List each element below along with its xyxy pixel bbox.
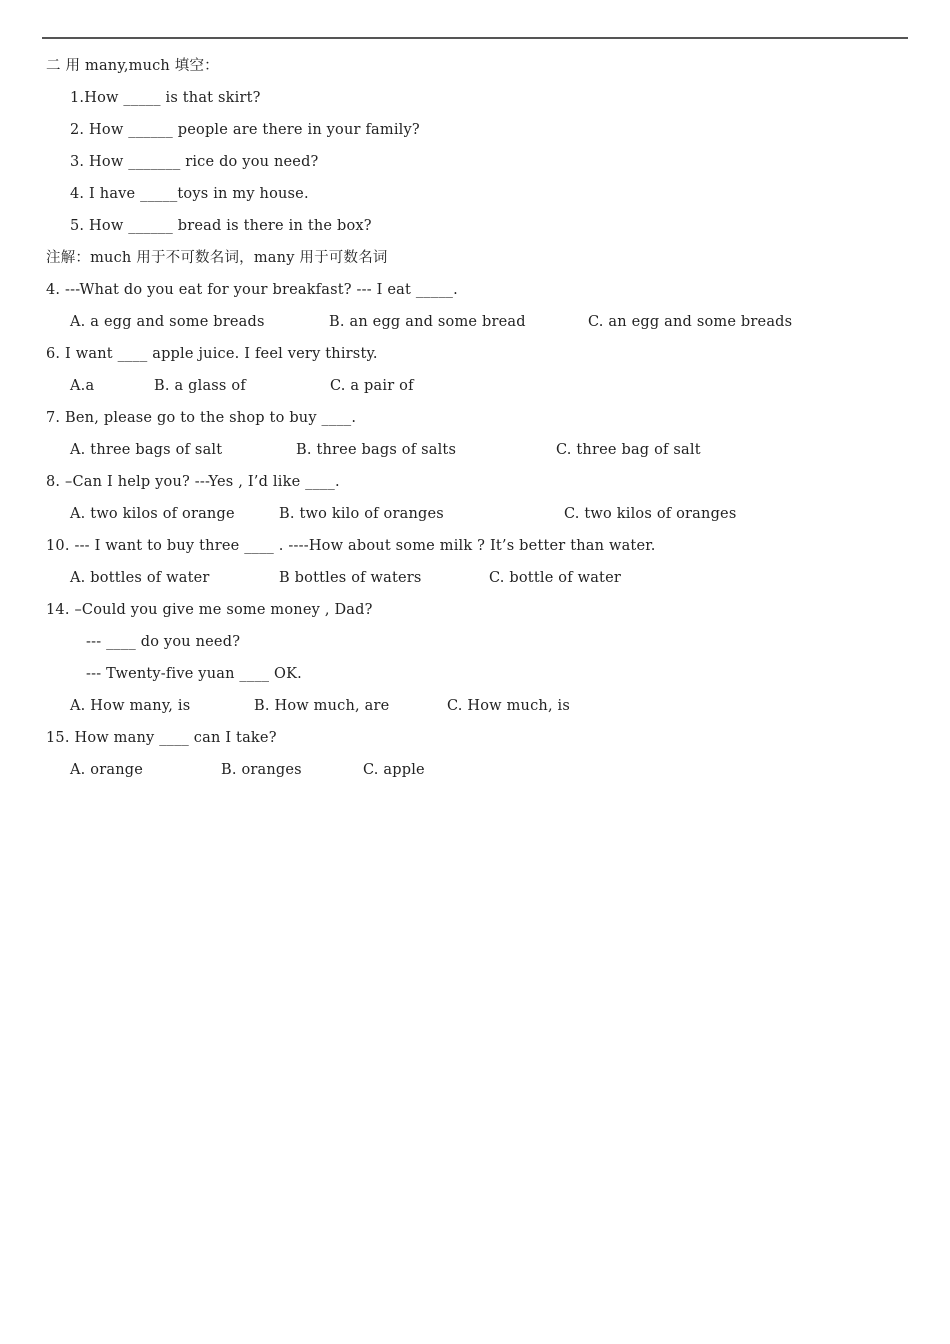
dialog-line: --- Twenty-five yuan ____ OK. xyxy=(86,666,302,682)
options-row xyxy=(46,759,906,791)
question-stem: 8. –Can I help you? ---Yes , I’d like ____. xyxy=(46,474,340,490)
option-c: C. two kilos of oranges xyxy=(564,506,737,522)
option-b: B. an egg and some bread xyxy=(329,314,526,330)
options-row xyxy=(46,439,906,471)
fill-blank-item: 5. How ______ bread is there in the box? xyxy=(70,218,372,234)
option-c: C. three bag of salt xyxy=(556,442,701,458)
question-stem: 4. ---What do you eat for your breakfast? --- I eat _____. xyxy=(46,282,458,298)
option-a: A.a xyxy=(70,378,95,394)
fill-blank-item: 4. I have _____toys in my house. xyxy=(70,186,309,202)
option-b: B. a glass of xyxy=(154,378,246,394)
question-stem: 10. --- I want to buy three ____ . ----How about some milk ? It’s better than water. xyxy=(46,538,656,554)
question-stem: 7. Ben, please go to the shop to buy ____. xyxy=(46,410,357,426)
fill-blank-item: 3. How _______ rice do you need? xyxy=(70,154,319,170)
option-c: C. an egg and some breads xyxy=(588,314,793,330)
option-a: A. How many, is xyxy=(70,698,191,714)
option-b: B bottles of waters xyxy=(279,570,422,586)
option-b: B. oranges xyxy=(221,762,302,778)
options-row xyxy=(46,503,906,535)
option-b: B. three bags of salts xyxy=(296,442,457,458)
option-a: A. orange xyxy=(70,762,143,778)
question-stem: 6. I want ____ apple juice. I feel very thirsty. xyxy=(46,346,378,362)
options-row xyxy=(46,567,906,599)
fill-blank-item: 1.How _____ is that skirt? xyxy=(70,90,261,106)
options-row xyxy=(46,311,906,343)
options-row xyxy=(46,375,906,407)
option-a: A. three bags of salt xyxy=(70,442,223,458)
header-rule xyxy=(42,37,908,39)
section-heading: 二 用 many,much 填空： xyxy=(46,58,219,74)
option-a: A. bottles of water xyxy=(70,570,210,586)
option-a: A. two kilos of orange xyxy=(70,506,235,522)
option-a: A. a egg and some breads xyxy=(70,314,265,330)
options-row xyxy=(46,695,906,727)
dialog-line: --- ____ do you need? xyxy=(86,634,241,650)
grammar-note: 注解：much 用于不可数名词，many 用于可数名词 xyxy=(46,250,388,266)
option-c: C. bottle of water xyxy=(489,570,621,586)
question-stem: 14. –Could you give me some money , Dad? xyxy=(46,602,373,618)
worksheet xyxy=(46,55,906,791)
option-b: B. two kilo of oranges xyxy=(279,506,444,522)
option-b: B. How much, are xyxy=(254,698,390,714)
option-c: C. How much, is xyxy=(447,698,571,714)
option-c: C. apple xyxy=(363,762,425,778)
fill-blank-item: 2. How ______ people are there in your family? xyxy=(70,122,420,138)
question-stem: 15. How many ____ can I take? xyxy=(46,730,277,746)
option-c: C. a pair of xyxy=(330,378,414,394)
